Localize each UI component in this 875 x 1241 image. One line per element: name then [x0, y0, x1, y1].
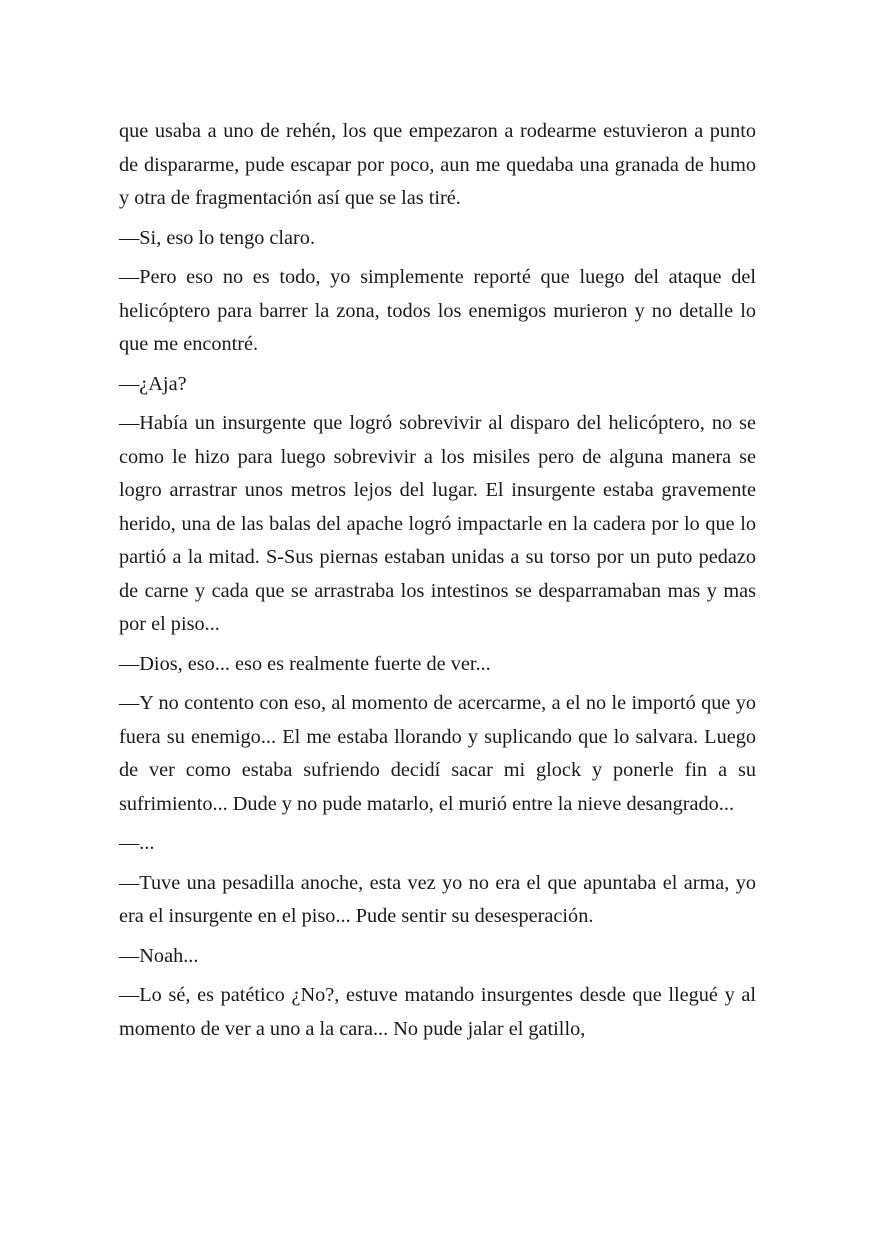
- document-page: [119, 115, 756, 1052]
- paragraph-1: que usaba a uno de rehén, los que empezaron a rodearme estuvieron a punto de dispararme, pude escapar por poco, aun me quedaba una granada de humo y otra de fragmentación así que se las tiré.: [119, 120, 756, 209]
- paragraph-4: —¿Aja?: [119, 372, 187, 395]
- paragraph-10: —Noah...: [119, 944, 199, 967]
- paragraph-2: —Si, eso lo tengo claro.: [119, 226, 316, 249]
- paragraph-5: —Había un insurgente que logró sobrevivir al disparo del helicóptero, no se como le hizo para luego sobrevivir a los misiles pero de alguna manera se logro arrastrar unos metros lejos del lugar. El insurgente estaba gravemente herido, una de las balas del apache logró impactarle en la cadera por lo que lo partió a la mitad. S-Sus piernas estaban unidas a su torso por un puto pedazo de carne y cada que se arrastraba los intestinos se desparramaban mas y mas por el piso...: [119, 412, 756, 635]
- paragraph-9: —Tuve una pesadilla anoche, esta vez yo no era el que apuntaba el arma, yo era el insurgente en el piso... Pude sentir su desesperación.: [119, 871, 756, 927]
- paragraph-8: —...: [119, 832, 155, 854]
- paragraph-7: —Y no contento con eso, al momento de acercarme, a el no le importó que yo fuera su enemigo... El me estaba llorando y suplicando que lo salvara. Luego de ver como estaba sufriendo decidí sacar mi glock y ponerle fin a su sufrimiento... Dude y no pude matarlo, el murió entre la nieve desangrado...: [119, 692, 756, 815]
- paragraph-6: —Dios, eso... eso es realmente fuerte de ver...: [119, 652, 491, 675]
- paragraph-3: —Pero eso no es todo, yo simplemente reporté que luego del ataque del helicóptero para barrer la zona, todos los enemigos murieron y no detalle lo que me encontré.: [119, 266, 756, 355]
- paragraph-11: —Lo sé, es patético ¿No?, estuve matando insurgentes desde que llegué y al momento de ver a uno a la cara... No pude jalar el gatillo,: [119, 984, 756, 1040]
